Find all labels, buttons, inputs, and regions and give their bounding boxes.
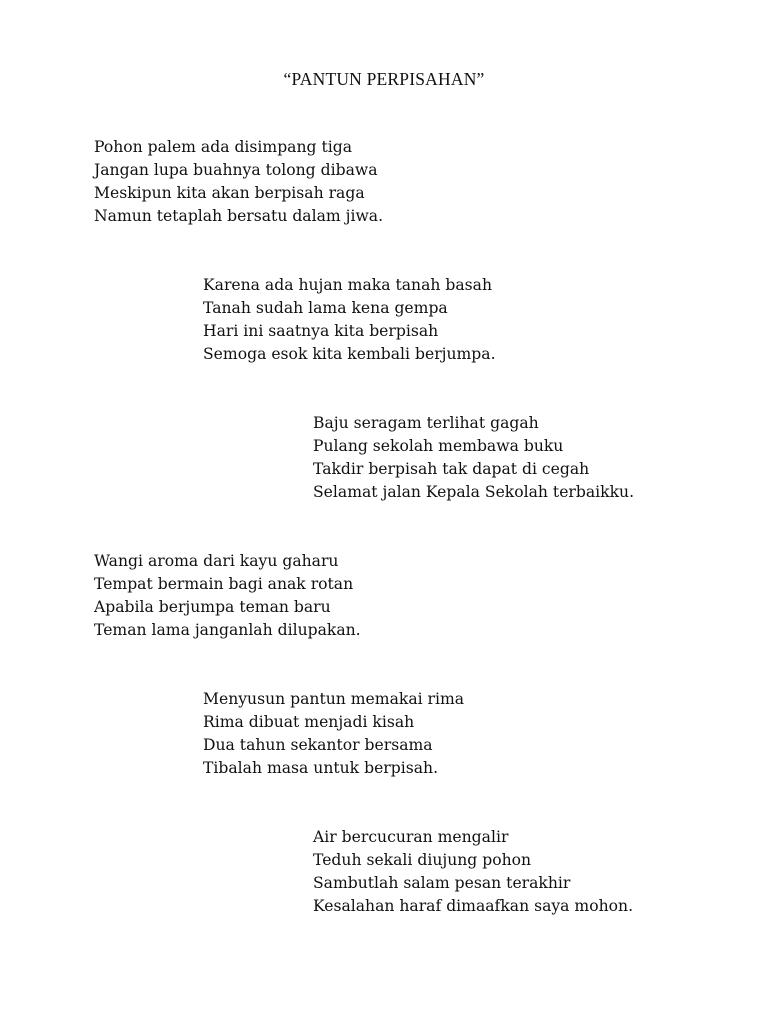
stanza-line: Dua tahun sekantor bersama xyxy=(203,736,433,754)
stanza-line: Jangan lupa buahnya tolong dibawa xyxy=(94,161,378,179)
stanza-line: Menyusun pantun memakai rima xyxy=(203,690,465,708)
stanza-line: Baju seragam terlihat gagah xyxy=(313,414,539,432)
stanza-line: Tibalah masa untuk berpisah. xyxy=(203,759,439,777)
stanza-line: Takdir berpisah tak dapat di cegah xyxy=(313,460,590,478)
stanza-line: Rima dibuat menjadi kisah xyxy=(203,713,415,731)
stanza-line: Meskipun kita akan berpisah raga xyxy=(94,184,365,202)
stanza-line: Sambutlah salam pesan terakhir xyxy=(313,874,571,892)
stanza-line: Teduh sekali diujung pohon xyxy=(313,851,532,869)
stanza-3 xyxy=(313,412,634,504)
stanza-line: Semoga esok kita kembali berjumpa. xyxy=(203,345,496,363)
stanza-4 xyxy=(94,550,361,642)
stanza-2 xyxy=(203,274,496,366)
stanza-line: Wangi aroma dari kayu gaharu xyxy=(94,552,339,570)
stanza-line: Karena ada hujan maka tanah basah xyxy=(203,276,492,294)
stanza-5 xyxy=(203,688,464,780)
stanza-line: Pulang sekolah membawa buku xyxy=(313,437,564,455)
stanza-line: Selamat jalan Kepala Sekolah terbaikku. xyxy=(313,483,635,501)
stanza-line: Kesalahan haraf dimaafkan saya mohon. xyxy=(313,897,634,915)
stanza-line: Pohon palem ada disimpang tiga xyxy=(94,138,352,156)
stanza-line: Tempat bermain bagi anak rotan xyxy=(94,575,354,593)
stanza-line: Namun tetaplah bersatu dalam jiwa. xyxy=(94,207,384,225)
stanza-line: Teman lama janganlah dilupakan. xyxy=(94,621,361,639)
stanza-line: Tanah sudah lama kena gempa xyxy=(203,299,448,317)
stanza-6 xyxy=(313,826,633,918)
stanza-line: Air bercucuran mengalir xyxy=(313,828,509,846)
stanza-1 xyxy=(94,136,383,228)
stanza-line: Apabila berjumpa teman baru xyxy=(94,598,331,616)
document-title: “PANTUN PERPISAHAN” xyxy=(283,69,485,89)
stanza-line: Hari ini saatnya kita berpisah xyxy=(203,322,439,340)
